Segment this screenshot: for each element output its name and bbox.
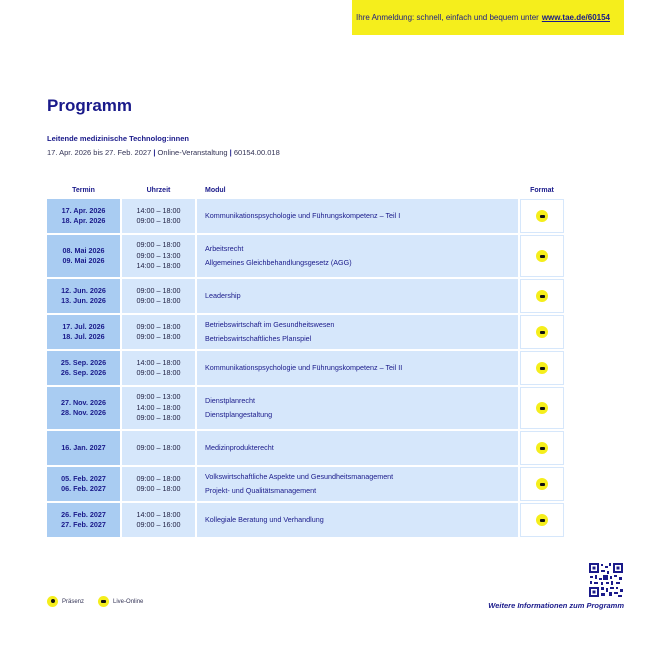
termin-cell-line: 05. Feb. 2027 [61,473,106,483]
video-camera-icon [536,326,548,338]
format-cell [520,467,564,501]
termin-cell-line: 27. Feb. 2027 [61,520,106,529]
uhrzeit-cell-line: 09:00 – 18:00 [136,216,181,225]
modul-cell-line: Volkswirtschaftliche Aspekte und Gesundheitsmanagement [205,471,394,481]
modul-cell-line: Leadership [205,290,241,300]
modul-cell [197,503,518,537]
uhrzeit-cell-line: 09:00 – 18:00 [136,296,181,305]
table-row [47,503,564,537]
termin-cell-line: 18. Apr. 2026 [61,216,106,225]
course-code: 60154.00.018 [233,148,280,157]
format-legend [47,596,157,607]
modul-cell [197,431,518,465]
termin-cell [47,279,120,313]
header-format: Format [530,186,554,194]
table-row [47,235,564,277]
video-camera-icon [536,362,548,374]
modul-cell [197,351,518,385]
modul-cell-line: Betriebswirtschaftliches Planspiel [205,334,312,343]
termin-cell [47,199,120,233]
uhrzeit-cell-line: 09:00 – 13:00 [136,392,181,402]
uhrzeit-cell [122,467,195,501]
course-dates: 17. Apr. 2026 bis 27. Feb. 2027 [47,148,152,157]
table-row [47,431,564,465]
termin-cell-line: 06. Feb. 2027 [61,484,106,493]
termin-cell-line: 26. Feb. 2027 [61,509,106,519]
termin-cell-line: 26. Sep. 2026 [60,368,107,377]
header-uhrzeit: Uhrzeit [146,186,171,194]
legend-praesenz [47,596,84,607]
modul-cell-line: Kommunikationspsychologie und Führungskompetenz – Teil I [205,210,401,220]
format-cell [520,431,564,465]
modul-cell [197,279,518,313]
table-row [47,315,564,349]
location-pin-icon [47,596,58,607]
page-title: Programm [47,96,133,115]
uhrzeit-cell-line: 09:00 – 18:00 [136,473,181,483]
uhrzeit-cell [122,199,195,233]
modul-cell [197,387,518,429]
modul-cell-line: Arbeitsrecht [205,243,244,253]
course-meta [47,148,280,157]
modul-cell-line: Betriebswirtschaft im Gesundheitswesen [205,319,335,329]
uhrzeit-cell-line: 09:00 – 18:00 [136,442,181,452]
uhrzeit-cell [122,503,195,537]
meta-separator: | [151,148,158,157]
uhrzeit-cell [122,235,195,277]
video-camera-icon [536,250,548,262]
video-camera-icon [536,442,548,454]
uhrzeit-cell-line: 09:00 – 18:00 [136,285,181,295]
more-info-link[interactable]: Weitere Informationen zum Programm [488,601,624,610]
format-cell [520,235,564,277]
termin-cell-line: 17. Apr. 2026 [61,205,106,215]
modul-cell-line: Dienstplangestaltung [205,410,273,419]
termin-cell [47,467,120,501]
uhrzeit-cell-line: 14:00 – 18:00 [136,509,181,519]
modul-cell-line: Medizinprodukterecht [205,442,274,452]
termin-cell [47,431,120,465]
uhrzeit-cell [122,351,195,385]
termin-cell [47,503,120,537]
modul-cell-line: Kollegiale Beratung und Verhandlung [205,514,324,524]
uhrzeit-cell [122,387,195,429]
termin-cell [47,235,120,277]
uhrzeit-cell-line: 14:00 – 18:00 [136,261,181,271]
uhrzeit-cell-line: 09:00 – 18:00 [136,240,181,250]
table-row [47,351,564,385]
uhrzeit-cell [122,431,195,465]
video-camera-icon [536,210,548,222]
course-format: Online-Veranstaltung [157,148,228,157]
uhrzeit-cell-line: 09:00 – 16:00 [136,520,181,529]
course-subtitle: Leitende medizinische Technolog:innen [47,134,189,143]
format-cell [520,315,564,349]
termin-cell-line: 28. Nov. 2026 [60,408,107,417]
video-camera-icon [536,478,548,490]
legend-live-online-label: Live-Online [113,598,144,605]
video-camera-icon [536,402,548,414]
header-termin: Termin [72,186,95,194]
modul-cell [197,315,518,349]
termin-cell-line: 08. Mai 2026 [62,245,105,255]
modul-cell [197,467,518,501]
modul-cell-line: Kommunikationspsychologie und Führungskompetenz – Teil II [205,362,403,372]
uhrzeit-cell-line: 09:00 – 18:00 [136,368,181,377]
table-row [47,387,564,429]
format-cell [520,279,564,313]
termin-cell-line: 17. Jul. 2026 [62,321,105,331]
legend-praesenz-label: Präsenz [62,598,85,605]
termin-cell-line: 25. Sep. 2026 [60,357,107,367]
uhrzeit-cell [122,279,195,313]
header-modul: Modul [205,186,226,194]
termin-cell-line: 09. Mai 2026 [62,256,105,265]
modul-cell-line: Allgemeines Gleichbehandlungsgesetz (AGG) [205,258,352,267]
modul-cell [197,235,518,277]
table-header [47,183,564,197]
uhrzeit-cell-line: 09:00 – 18:00 [136,484,181,493]
uhrzeit-cell-line: 14:00 – 18:00 [136,402,181,412]
termin-cell-line: 12. Jun. 2026 [61,285,106,295]
format-cell [520,199,564,233]
program-table [45,181,566,539]
legend-live-online [98,596,143,607]
banner-text: Ihre Anmeldung: schnell, einfach und bequem unter [356,13,539,22]
termin-cell-line: 13. Jun. 2026 [61,296,106,305]
qr-code-icon[interactable] [588,562,624,598]
termin-cell [47,387,120,429]
meta-separator: | [227,148,234,157]
table-row [47,279,564,313]
video-camera-icon [98,596,109,607]
uhrzeit-cell-line: 09:00 – 13:00 [136,250,181,260]
video-camera-icon [536,514,548,526]
video-camera-icon [536,290,548,302]
uhrzeit-cell-line: 09:00 – 18:00 [136,332,181,341]
termin-cell-line: 18. Jul. 2026 [62,332,105,341]
uhrzeit-cell-line: 09:00 – 18:00 [136,413,181,423]
uhrzeit-cell-line: 14:00 – 18:00 [136,357,181,367]
format-cell [520,351,564,385]
uhrzeit-cell-line: 09:00 – 18:00 [136,321,181,331]
table-row [47,467,564,501]
table-row [47,199,564,233]
modul-cell-line: Projekt- und Qualitätsmanagement [205,486,317,495]
registration-banner [352,0,624,35]
modul-cell-line: Dienstplanrecht [205,395,255,405]
registration-link[interactable]: www.tae.de/60154 [541,13,610,22]
termin-cell [47,351,120,385]
format-cell [520,387,564,429]
uhrzeit-cell-line: 14:00 – 18:00 [136,205,181,215]
uhrzeit-cell [122,315,195,349]
termin-cell-line: 16. Jan. 2027 [61,442,106,452]
modul-cell [197,199,518,233]
termin-cell-line: 27. Nov. 2026 [60,397,107,407]
format-cell [520,503,564,537]
termin-cell [47,315,120,349]
